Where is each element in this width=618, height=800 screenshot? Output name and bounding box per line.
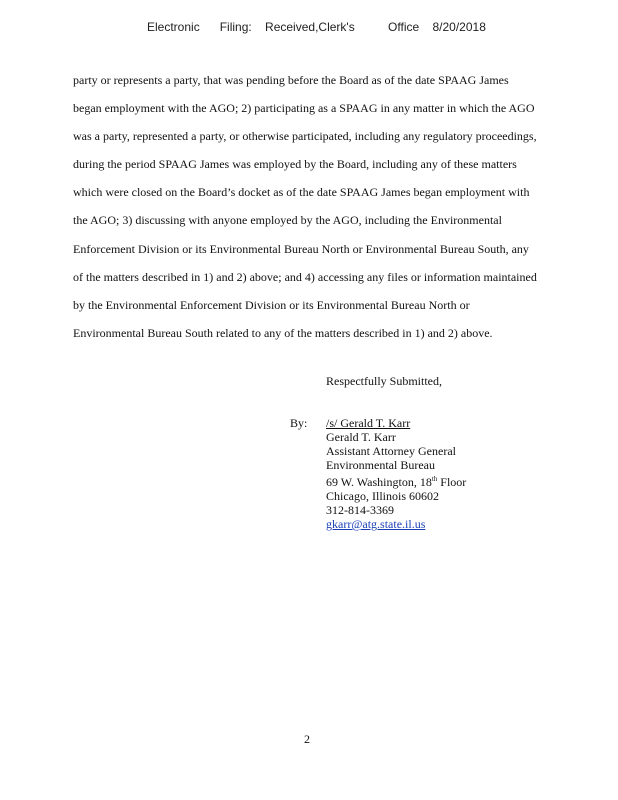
efiling-header: Electronic Filing: Received,Clerk's Office 8/20/2018 <box>147 20 486 34</box>
signer-email-link[interactable]: gkarr@atg.state.il.us <box>326 517 426 531</box>
body-paragraph <box>73 66 573 347</box>
signer-address <box>326 472 466 489</box>
body-line: by the Environmental Enforcement Division or its Environmental Bureau North or <box>73 297 470 312</box>
page-number: 2 <box>304 732 310 746</box>
body-line: which were closed on the Board’s docket as of the date SPAAG James began employment with <box>73 185 530 200</box>
body-line: began employment with the AGO; 2) participating as a SPAAG in any matter in which the AGO <box>73 101 535 116</box>
body-line: of the matters described in 1) and 2) above; and 4) accessing any files or information maintained <box>73 269 537 284</box>
address-floor: Floor <box>437 475 467 489</box>
body-line: was a party, represented a party, or otherwise participated, including any regulatory proceedings, <box>73 129 537 144</box>
signer-phone: 312-814-3369 <box>326 503 394 517</box>
body-line: Enforcement Division or its Environmental Bureau North or Environmental Bureau South, any <box>73 241 529 256</box>
address-street: 69 W. Washington, 18 <box>326 475 432 489</box>
signature-block <box>326 416 466 531</box>
address-ordinal-suffix: th <box>431 475 438 483</box>
signer-city: Chicago, Illinois 60602 <box>326 489 439 503</box>
signer-name: Gerald T. Karr <box>326 430 396 444</box>
closing-salutation: Respectfully Submitted, <box>326 374 442 388</box>
by-label: By: <box>290 416 308 430</box>
body-line: the AGO; 3) discussing with anyone employed by the AGO, including the Environmental <box>73 213 502 228</box>
body-line: Environmental Bureau South related to any of the matters described in 1) and 2) above. <box>73 325 493 340</box>
body-line: party or represents a party, that was pending before the Board as of the date SPAAG James <box>73 73 509 87</box>
signature-line: /s/ Gerald T. Karr <box>326 416 411 430</box>
body-line: during the period SPAAG James was employed by the Board, including any of these matters <box>73 157 517 172</box>
signer-bureau: Environmental Bureau <box>326 458 435 472</box>
signer-title: Assistant Attorney General <box>326 444 456 458</box>
